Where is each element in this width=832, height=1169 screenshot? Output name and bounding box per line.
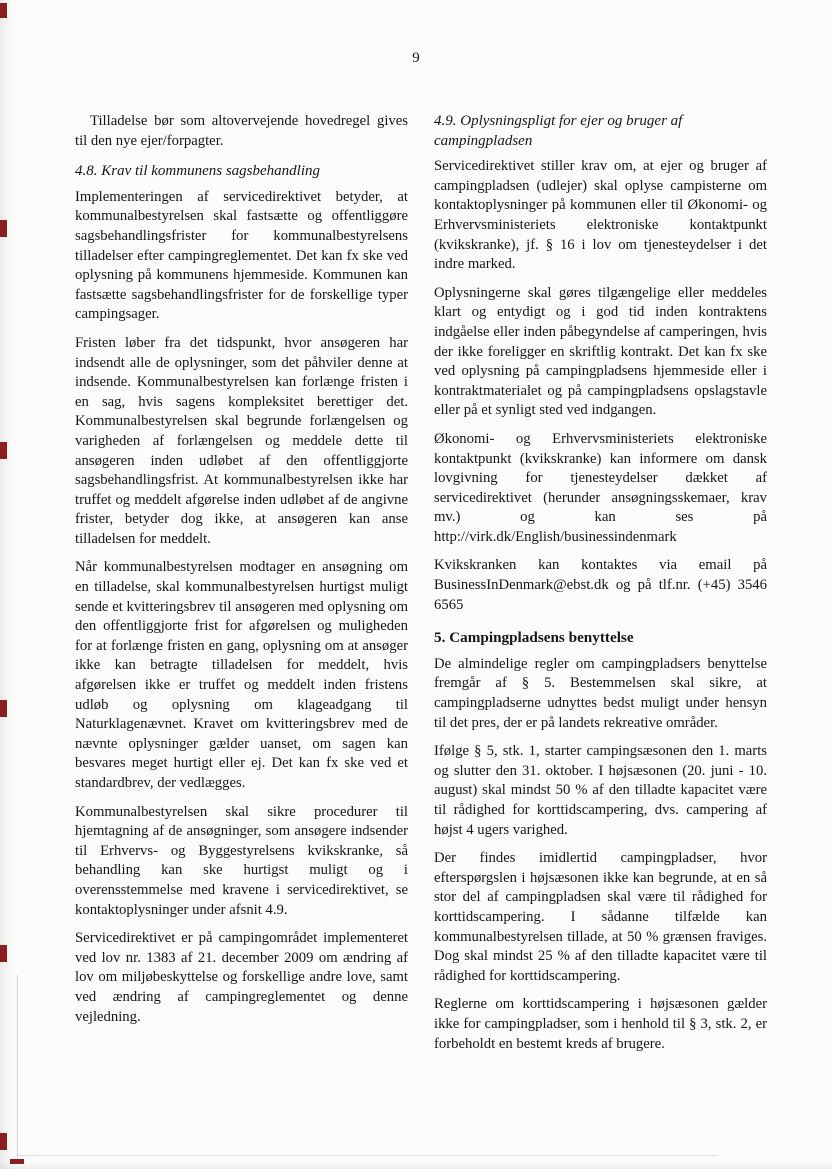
scan-mark — [0, 220, 7, 237]
paragraph: Fristen løber fra det tidspunkt, hvor ansøgeren har indsendt alle de oplysninger, som det påhviler denne at indsende. Kommunalbestyrelsen kan forlænge fristen i en sag, hvis sagens kompleksitet berettiger det. Kommunalbestyrelsen skal begrunde forlængelsen og varigheden af forlængelsen og meddele dette til ansøgeren inden udløbet af den offentliggjorte sagsbehandlingsfrist. At kommunalbestyrelsen ikke har truffet og meddelt afgørelse inden udløbet af de angivne frister, betyder dog ikke, at ansøgeren kan anse tilladelsen for meddelt. — [75, 334, 408, 547]
paragraph: Når kommunalbestyrelsen modtager en ansøgning om en tilladelse, skal kommunalbestyrelsen hurtigst muligt sende et kvitteringsbrev til ansøgeren med oplysning om den offentliggjorte frist for afgørelsen og muligheden for at forlænge fristen en gang, oplysning om at ansøger ikke kan betragte tilladelsen for meddelt, hvis afgørelsen ikke er truffet og meddelt inden fristens udløb og oplysning om klageadgang til Naturklagenævnet. Kravet om kvitteringsbrev med de nævnte oplysninger gælder uanset, om sagen kan besvares meget hurtigt eller ej. Det kan fx ske ved et standardbrev, der vedlægges. — [75, 559, 408, 791]
section-heading-4-9: 4.9. Oplysningspligt for ejer og bruger af campingpladsen — [434, 113, 683, 149]
paragraph: Reglerne om korttidscampering i højsæsonen gælder ikke for campingpladser, som i henhold til § 3, stk. 2, er forbeholdt en bestemt kreds af brugere. — [434, 996, 767, 1052]
scan-mark — [0, 1133, 7, 1150]
scan-edge-line — [17, 975, 18, 1160]
left-column — [75, 112, 408, 1063]
paragraph: Servicedirektivet er på campingområdet implementeret ved lov nr. 1383 af 21. december 2009 om ændring af lov om miljøbeskyttelse og forskellige andre love, samt ved ændring af campingreglementet og denne vejledning. — [75, 930, 408, 1025]
right-column — [434, 112, 767, 1063]
scan-mark — [0, 442, 7, 459]
paragraph: Servicedirektivet stiller krav om, at ejer og bruger af campingpladsen (udlejer) skal oplyse campisterne om kontaktoplysninger på kommunen eller til Økonomi- og Erhvervsministeriets elektroniske kontaktpunkt (kvikskranke), jf. § 16 i lov om tjenesteydelser i det indre marked. — [434, 158, 767, 273]
paragraph: Oplysningerne skal gøres tilgængelige eller meddeles klart og entydigt og i god tid inden kontraktens indgåelse eller inden påbegyndelse af camperingen, hvis der ikke foreligger en skriftlig kontrakt. Det kan fx ske ved oplysning på campingpladsens hjemmeside eller i kontraktmaterialet og på campingpladsens opslagstavle eller på et synligt sted ved indgangen. — [434, 284, 767, 419]
scan-mark — [0, 700, 7, 717]
paragraph: Kvikskranken kan kontaktes via email på BusinessInDenmark@ebst.dk og på tlf.nr. (+45) 3546 6565 — [434, 557, 767, 613]
section-heading-5: 5. Campingpladsens benyttelse — [434, 629, 634, 647]
scan-mark — [0, 3, 7, 18]
paragraph: Økonomi- og Erhvervsministeriets elektroniske kontaktpunkt (kvikskranke) kan informere om dansk lovgivning for tjenesteydelser dækket af servicedirektivet (herunder ansøgningsskemaer, krav mv.) og kan ses på http://virk.dk/English/businessindenmark — [434, 430, 767, 545]
paragraph: Tilladelse bør som altovervejende hovedregel gives til den nye ejer/forpagter. — [75, 113, 408, 149]
text-columns — [75, 112, 767, 1063]
paragraph: Implementeringen af servicedirektivet betyder, at kommunalbestyrelsen skal fastsætte og offentliggøre sagsbehandlingsfrister for kommunalbestyrelsens tilladelser efter campingreglementet. Det kan fx ske ved oplysning på kommunens hjemmeside. Kommunen kan fastsætte sagsbehandlingsfrister for de forskellige typer campingsager. — [75, 188, 408, 323]
section-heading-4-8: 4.8. Krav til kommunens sagsbehandling — [75, 163, 320, 180]
paragraph: Ifølge § 5, stk. 1, starter campingsæsonen den 1. marts og slutter den 31. oktober. I højsæsonen (20. juni - 10. august) skal mindst 50 % af den tilladte kapacitet være til rådighed for korttidscampering, dvs. campering af højst 4 ugers varighed. — [434, 743, 767, 838]
paragraph: De almindelige regler om campingpladsers benyttelse fremgår af § 5. Bestemmelsen skal sikre, at campingpladserne udnyttes bedst muligt under hensyn til det pres, der er på landets rekreative områder. — [434, 655, 767, 731]
scan-mark — [0, 945, 7, 962]
scan-edge-line — [18, 1155, 718, 1156]
page-number: 9 — [412, 50, 420, 66]
paragraph: Kommunalbestyrelsen skal sikre procedurer til hjemtagning af de ansøgninger, som ansøgere indsender til Erhvervs- og Byggestyrelsens kvikskranke, så behandling kan ske hurtigst muligt og i overensstemmelse med kravene i servicedirektivet, se kontaktoplysninger under afsnit 4.9. — [75, 803, 408, 918]
paragraph: Der findes imidlertid campingpladser, hvor efterspørgslen i højsæsonen ikke kan begrunde, at en så stor del af campingpladsen skal være til rådighed for korttidscampering. I sådanne tilfælde kan kommunalbestyrelsen tillade, at 50 % grænsen fraviges. Dog skal mindst 25 % af den tilladte kapacitet være til rådighed for korttidscampering. — [434, 850, 767, 984]
